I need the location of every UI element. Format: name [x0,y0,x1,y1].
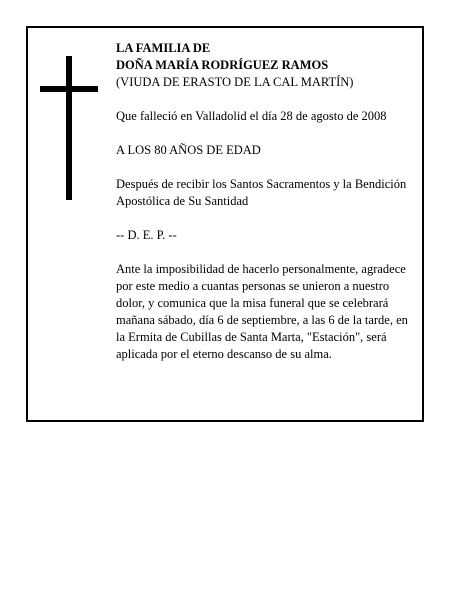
notice-text [116,40,416,363]
death-date-line: Que falleció en Valladolid el día 28 de agosto de 2008 [116,109,387,123]
age-line: A LOS 80 AÑOS DE EDAD [116,143,261,157]
sacraments-paragraph: Después de recibir los Santos Sacramentos y la Bendición Apostólica de Su Santidad [116,177,407,208]
cross-icon [40,56,98,200]
obituary-notice [26,26,424,422]
family-heading: LA FAMILIA DE [116,41,211,55]
widow-of-line: (VIUDA DE ERASTO DE LA CAL MARTÍN) [116,75,354,89]
funeral-paragraph: Ante la imposibilidad de hacerlo personalmente, agradece por este medio a cuantas personas se unieron a nuestro dolor, y comunica que la misa funeral que se celebrará mañana sábado, día 6 de septiembre, a las 6 de la tarde, en la Ermita de Cubillas de Santa Marta, "Estación", será aplicada por el eterno descanso de su alma. [116,262,408,361]
dep-line: -- D. E. P. -- [116,228,177,242]
deceased-name: DOÑA MARÍA RODRÍGUEZ RAMOS [116,58,329,72]
cross-vertical-bar [66,56,72,200]
cross-horizontal-bar [40,86,98,92]
